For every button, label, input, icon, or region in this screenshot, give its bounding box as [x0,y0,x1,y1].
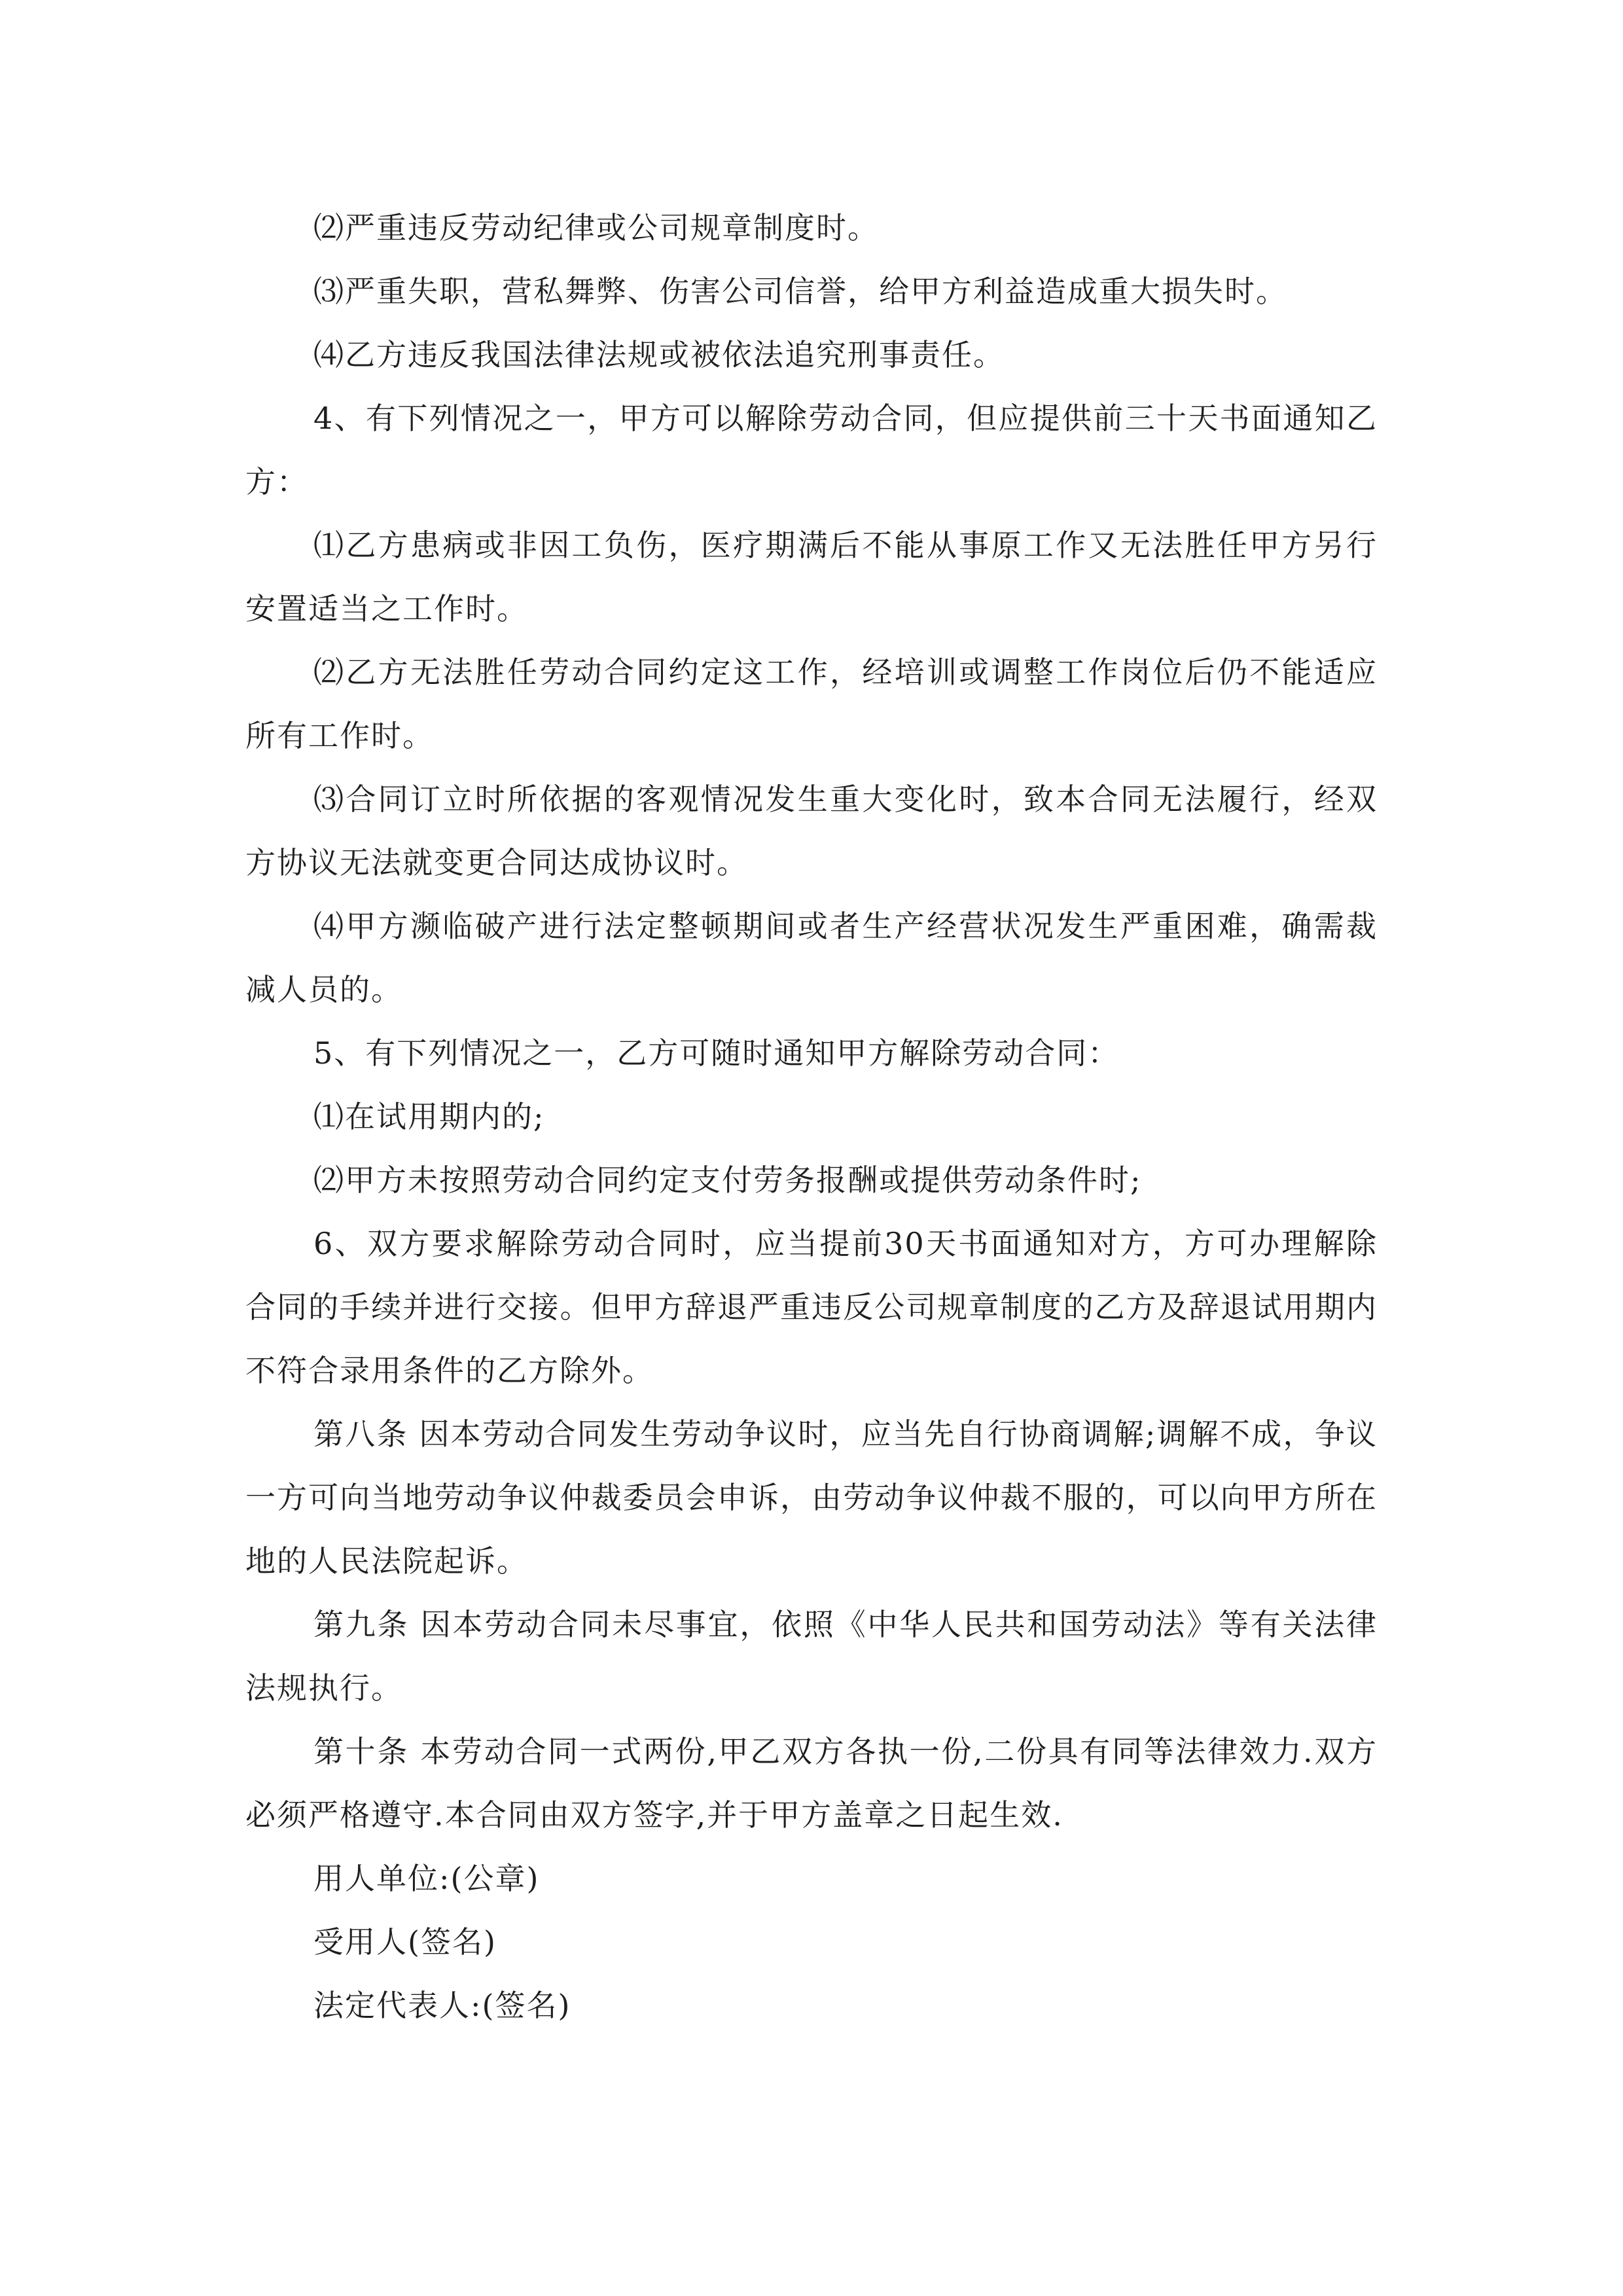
clause-4-item-4: ⑷甲方濒临破产进行法定整顿期间或者生产经营状况发生严重困难，确需裁减人员的。 [245,908,1378,1007]
employer-seal-line: 用人单位:(公章) [313,1861,540,1896]
article-9: 第九条 因本劳动合同未尽事宜，依照《中华人民共和国劳动法》等有关法律法规执行。 [245,1607,1378,1706]
clause-6: 6、双方要求解除劳动合同时，应当提前30天书面通知对方，方可办理解除合同的手续并进行交接。但甲方辞退严重违反公司规章制度的乙方及辞退试用期内不符合录用条件的乙方除外。 [245,1226,1378,1388]
clause-5-item-2: ⑵甲方未按照劳动合同约定支付劳务报酬或提供劳动条件时; [313,1162,1142,1198]
clause-4-item-1: ⑴乙方患病或非因工负伤，医疗期满后不能从事原工作又无法胜任甲方另行安置适当之工作时。 [245,528,1378,626]
clause-item-2-serious-violation: ⑵严重违反劳动纪律或公司规章制度时。 [313,210,879,245]
clause-item-4-legal-liability: ⑷乙方违反我国法律法规或被依法追究刑事责任。 [313,337,1005,372]
clause-4-heading: 4、有下列情况之一，甲方可以解除劳动合同，但应提供前三十天书面通知乙方： [245,401,1378,499]
clause-item-3-dereliction: ⑶严重失职，营私舞弊、伤害公司信誉，给甲方利益造成重大损失时。 [313,274,1287,309]
contract-text [245,196,1378,2037]
article-8: 第八条 因本劳动合同发生劳动争议时，应当先自行协商调解;调解不成，争议一方可向当地劳动争议仲裁委员会申诉，由劳动争议仲裁不服的，可以向甲方所在地的人民法院起诉。 [245,1416,1378,1579]
clause-5-heading: 5、有下列情况之一，乙方可随时通知甲方解除劳动合同： [313,1035,1120,1071]
legal-representative-signature-line: 法定代表人:(签名) [313,1988,571,2023]
employee-signature-line: 受用人(签名) [313,1924,497,1960]
clause-4-item-3: ⑶合同订立时所依据的客观情况发生重大变化时，致本合同无法履行，经双方协议无法就变更合同达成协议时。 [245,781,1378,880]
article-10: 第十条 本劳动合同一式两份,甲乙双方各执一份,二份具有同等法律效力.双方必须严格遵守.本合同由双方签字,并于甲方盖章之日起生效. [245,1734,1378,1833]
clause-4-item-2: ⑵乙方无法胜任劳动合同约定这工作，经培训或调整工作岗位后仍不能适应所有工作时。 [245,655,1378,753]
clause-5-item-1: ⑴在试用期内的; [313,1099,545,1134]
